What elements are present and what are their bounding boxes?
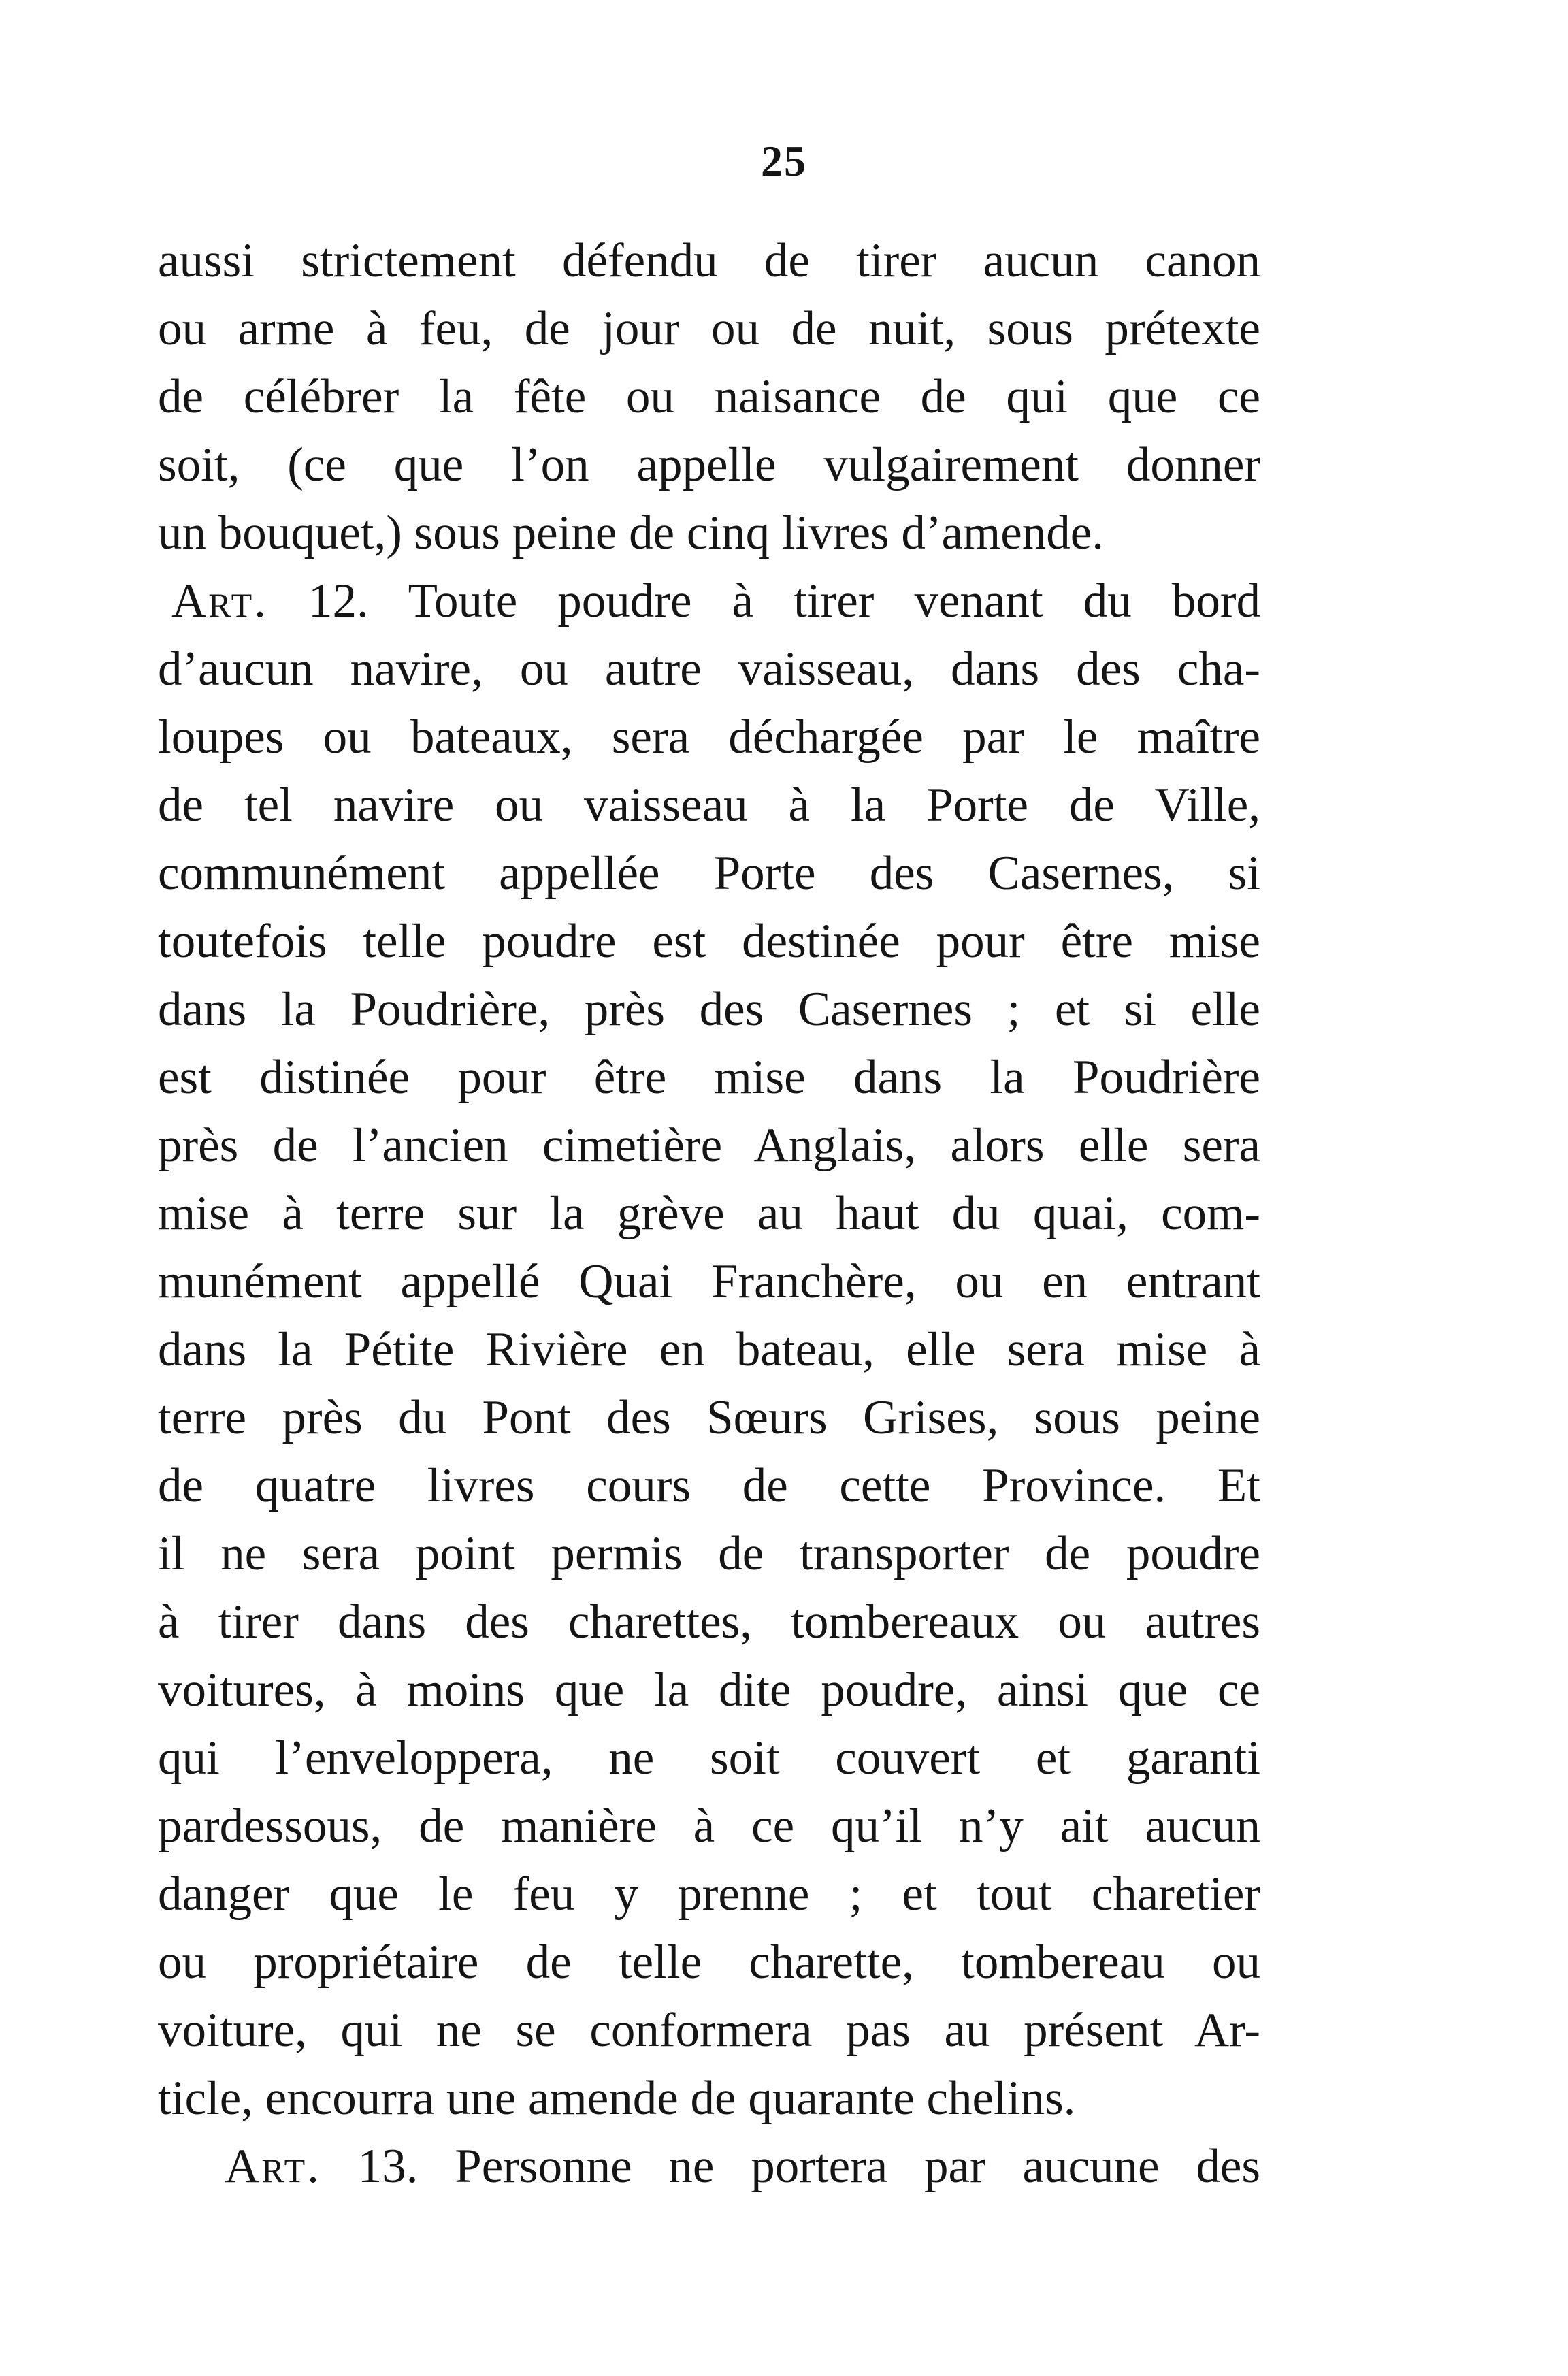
text-line-26: ou propriétaire de telle charette, tombereau ou xyxy=(158,1936,1260,1989)
text-line-15: mise à terre sur la grève au haut du quai, com- xyxy=(158,1187,1260,1240)
text-line-20: il ne sera point permis de transporter de poudre xyxy=(158,1527,1260,1580)
text-line-4: soit, (ce que l’on appelle vulgairement donner xyxy=(158,438,1260,491)
text-line-21: à tirer dans des charettes, tombereaux ou autres xyxy=(158,1595,1260,1648)
text-line-16: munément appellé Quai Franchère, ou en entrant xyxy=(158,1255,1260,1308)
text-line-19: de quatre livres cours de cette Province. Et xyxy=(158,1459,1260,1512)
text-line-17: dans la Pétite Rivière en bateau, elle sera mise à xyxy=(158,1323,1260,1376)
text-line-14: près de l’ancien cimetière Anglais, alors elle sera xyxy=(158,1119,1260,1172)
text-line-13: est distinée pour être mise dans la Poudrière xyxy=(158,1051,1260,1104)
text-line-6: 12. Toute poudre à tirer venant du bord xyxy=(308,574,1261,628)
text-line-5: un bouquet,) sous peine de cinq livres d’amende. xyxy=(158,506,1105,559)
article-12-label: Art. xyxy=(172,574,268,628)
text-line-18: terre près du Pont des Sœurs Grises, sous peine xyxy=(158,1391,1260,1444)
page-number: 25 xyxy=(761,137,807,185)
text-line-7: d’aucun navire, ou autre vaisseau, dans des cha- xyxy=(158,642,1260,696)
text-line-12: dans la Poudrière, près des Casernes ; et si elle xyxy=(158,983,1260,1036)
text-line-22: voitures, à moins que la dite poudre, ainsi que ce xyxy=(158,1663,1260,1716)
text-line-2: ou arme à feu, de jour ou de nuit, sous prétexte xyxy=(158,302,1260,355)
text-line-25: danger que le feu y prenne ; et tout charetier xyxy=(158,1868,1260,1921)
text-line-8: loupes ou bateaux, sera déchargée par le maître xyxy=(158,711,1260,764)
text-line-29: 13. Personne ne portera par aucune des xyxy=(357,2140,1260,2193)
article-13-heading-line xyxy=(225,2132,1260,2200)
article-12-heading-line xyxy=(172,567,1260,635)
text-line-1: aussi strictement défendu de tirer aucun canon xyxy=(158,234,1260,287)
text-line-10: communément appellée Porte des Casernes, si xyxy=(158,847,1260,900)
text-line-23: qui l’enveloppera, ne soit couvert et garanti xyxy=(158,1731,1260,1785)
text-line-11: toutefois telle poudre est destinée pour être mise xyxy=(158,915,1260,968)
text-line-3: de célébrer la fête ou naisance de qui que ce xyxy=(158,370,1260,423)
article-13-label: Art. xyxy=(225,2140,321,2193)
text-line-27: voiture, qui ne se conformera pas au présent Ar- xyxy=(158,2004,1260,2057)
text-line-9: de tel navire ou vaisseau à la Porte de Ville, xyxy=(158,779,1260,832)
text-line-28: ticle, encourra une amende de quarante chelins. xyxy=(158,2072,1076,2125)
text-line-24: pardessous, de manière à ce qu’il n’y ait aucun xyxy=(158,1800,1260,1853)
